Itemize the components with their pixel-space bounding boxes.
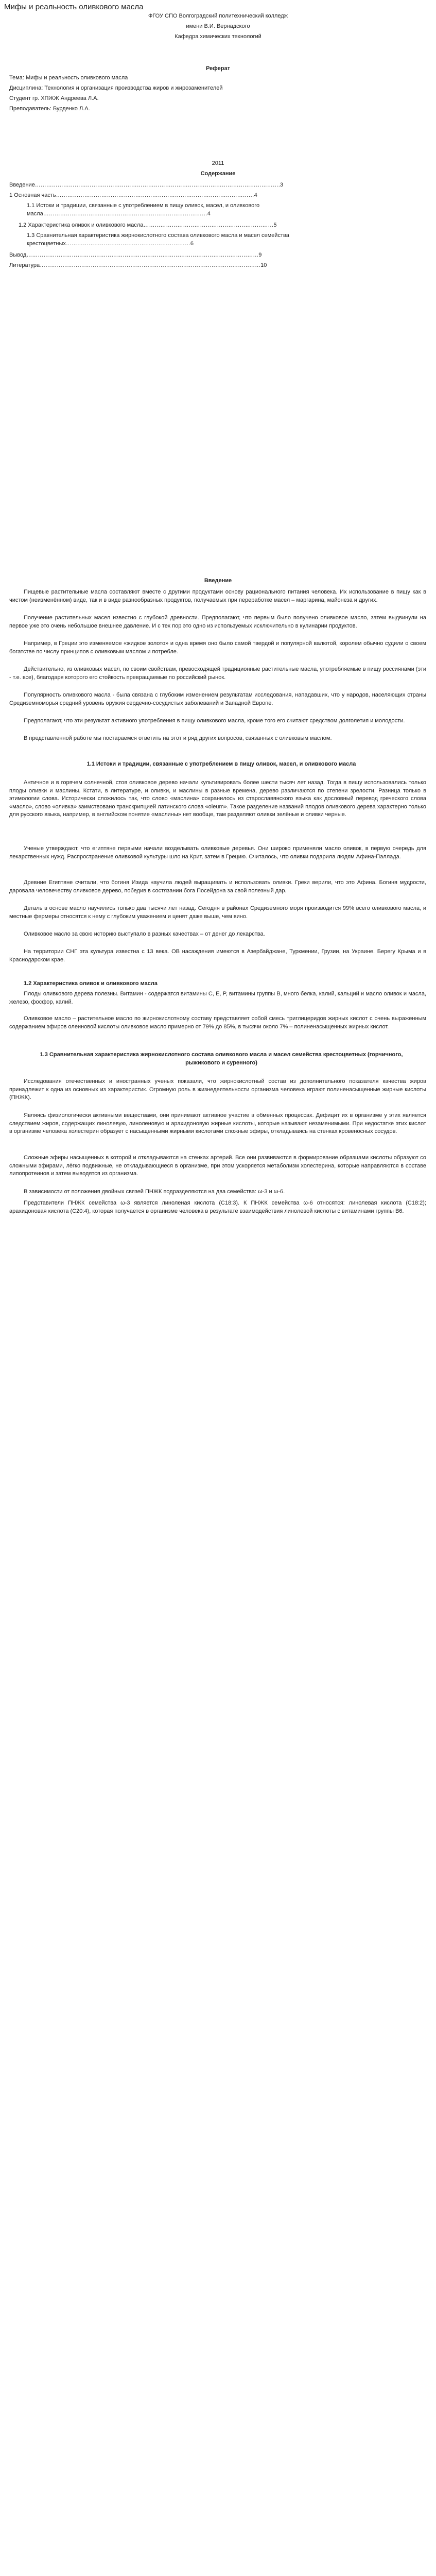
intro-paragraph: Например, в Греции это изменяемое «жидкое золото» и одна время оно было самой твердой и популярной валютой, королем обычно судили о своем богатстве по числу принципов с оливковым маслом и потребле. bbox=[9, 640, 426, 655]
section-1-1-paragraph: Древние Египтяне считали, что богиня Изида научила людей выращивать и использовать оливки. Греки верили, что это Афина. Богиня мудрости, даровала человечеству оливковое дерево, победив в состязании бога Посейдона за свой полезный дар. bbox=[9, 879, 426, 894]
section-1-3-paragraph: Представители ПНЖК семейства ω-3 является линоленая кислота (C18:3). К ПНЖК семейства ω-6 относятся: линолевая кислота (C18:2); арахидоновая кислота (C20:4), которая получается в организме человека в результате взаимодействия линолевой кислоты с витаминами группы B6. bbox=[9, 1200, 426, 1214]
section-1-3-heading: 1.3 Сравнительная характеристика жирнокислотного состава оливкового масла и масел семейства крестоцветных (горчичного, рыжикового и суренного) bbox=[40, 1052, 403, 1066]
referat-student: Студент гр. ХПЖЖ Андреева Л.А. bbox=[9, 95, 99, 101]
referat-heading: Реферат bbox=[205, 65, 230, 72]
department-name: Кафедра химических технологий bbox=[175, 33, 261, 40]
section-1-1-paragraph: Оливковое масло за свою историю выступало в разных качествах – от денег до лекарства. bbox=[24, 931, 265, 937]
section-1-3-paragraph: Являясь физиологически активными веществами, они принимают активное участие в обменных процессах. Дефицит их в организме у этих является следствием жиров, содержащих линолевую, линоленовую и арахидоновую жирные кислоты, которые называют незаменимыми. При недостатке этих кислот в организме человека холестерин образует с насыщенными жирными кислотами сложные эфиры, откладываясь на стенках кровеносных сосудов. bbox=[9, 1112, 426, 1134]
section-1-3-paragraph: Исследования отечественных и иностранных ученых показали, что жирнокислотный состав из дополнительного показателя качества жиров принадлежит к одна из основных из характеристик. Огромную роль в жизнедеятельности организма человека играют полиненасыщенные жирные кислоты (ПНЖК). bbox=[9, 1078, 426, 1100]
section-1-2-heading: 1.2 Характеристика оливок и оливкового масла bbox=[24, 980, 158, 987]
referat-discipline: Дисциплина: Технология и организация производства жиров и жирозаменителей bbox=[9, 85, 223, 91]
college-name: ФГОУ СПО Волгоградский политехнический колледж bbox=[148, 13, 288, 19]
toc-item: 1.2 Характеристика оливок и оливкового масла……………………………………………………………5 bbox=[19, 222, 277, 228]
section-1-2-paragraph: Оливковое масло – растительное масло по жирнокислотному составу представляет собой смесь триглицеридов жирных кислот с очень выраженным содержанием эфиров олеиновой кислоты оливковое масло примерно от 79% до 85%, в тысячи около 7% – полиненасыщенных жирных кислот. bbox=[9, 1015, 426, 1030]
section-1-1-paragraph: Ученые утверждают, что египтяне первыми начали возделывать оливковые деревья. Они широко применяли масло оливок, в первую очередь для лекарственных нужд. Распространение оливковой культуры шло на Крит, затем в Грецию. Считалось, что оливки подарила людям Афина-Паллада. bbox=[9, 845, 426, 860]
intro-paragraph: Предполагают, что эти результат активного употребления в пищу оливкового масла, кроме того его считают средством долголетия и молодости. bbox=[24, 718, 405, 724]
section-1-3-paragraph: В зависимости от положения двойных связей ПНЖК подразделяются на два семейства: ω-3 и ω-6. bbox=[24, 1189, 285, 1195]
referat-teacher: Преподаватель: Бурденко Л.А. bbox=[9, 106, 90, 112]
toc-item: 1 Основная часть……………………………………………………………………………………………4 bbox=[9, 192, 257, 198]
intro-heading: Введение bbox=[204, 578, 232, 584]
toc-item: Литература………………………………………………………………………………………………………10 bbox=[9, 262, 267, 268]
page-title: Мифы и реальность оливкового масла bbox=[4, 3, 144, 11]
intro-paragraph: Пищевые растительные масла составляют вместе с другими продуктами основу рационального питания человека. Их использование в пищу как в чистом (неизменённом) виде, так и в виде разнообразных продуктов, получаемых при переработке масел – маргарина, майонеза и других. bbox=[9, 589, 426, 603]
referat-topic: Тема: Мифы и реальность оливкового масла bbox=[9, 75, 128, 81]
year-label: 2011 bbox=[212, 160, 224, 166]
section-1-1-paragraph: На территории СНГ эта культура известна с 13 века. ОВ насаждения имеются в Азербайджане, Туркмении, Грузии, на Украине. Берегу Крыма и в Краснодарском крае. bbox=[9, 948, 426, 963]
section-1-1-heading: 1.1 Истоки и традиции, связанные с употреблением в пищу оливок, масел, и оливкового масла bbox=[86, 761, 356, 767]
intro-paragraph: В представленной работе мы постараемся ответить на этот и ряд других вопросов, связанных с оливковым маслом. bbox=[24, 735, 332, 741]
toc-item: Вывод……………………………………………………………………………………………………………9 bbox=[9, 252, 262, 258]
college-named-after: имени В.И. Вернадского bbox=[186, 23, 250, 29]
section-1-1-paragraph: Античное и в горячем солнечной, стоя оливковое дерево начали культивировать более шести тысяч лет назад. Тогда в пищу использовались только плоды оливки и маслины. Кстати, в литературе, и оливки, и маслины в разные времена, дерево различаются по степени зрелости. Разница только в этимологии слова. Исторически сложилось так, что слово «маслина» сохранилось из старославянского языка как дословный перевод греческого слова «масло», слово «оливка» заимствовано транскрипцией латинского слова «oleum». Такое разделение названий плодов оливкового дерева характерно только для русского языка, например, в английском понятие «маслины» нет вообще, там разделяют оливки зелёные и оливки черные. bbox=[9, 779, 426, 818]
toc-heading: Содержание bbox=[200, 171, 236, 177]
section-1-2-paragraph: Плоды оливкового дерева полезны. Витамин - содержатся витамины C, E, P, витамины группы B, много белка, калий, кальций и масло оливок и масла, железо, фосфор, калий. bbox=[9, 991, 426, 1005]
section-1-1-paragraph: Деталь в основе масло научились только два тысячи лет назад. Сегодня в районах Средиземного моря производится 99% всего оливкового масла, и местные фермеры относятся к нему с глубоким уважением и ценят даже выше, чем вино. bbox=[9, 905, 426, 920]
toc-item: 1.3 Сравнительная характеристика жирнокислотного состава оливкового масла и масел семейства крестоцветных…………………………………………………………6 bbox=[27, 232, 289, 247]
toc-item: Введение………………………………………………………………………………………………………………….3 bbox=[9, 182, 283, 188]
section-1-3-paragraph: Сложные эфиры насыщенных в которой и откладываются на стенках артерий. Все они развиваются в формирование образцами кислоты образуют со сложными эфирами, лёгко подвижные, не откладывающиеся в организме, при этом ускоряется метаболизм холестерина, которые направляются в составе липопротеинов и затем выводятся из организма. bbox=[9, 1155, 426, 1177]
intro-paragraph: Получение растительных масел известно с глубокой древности. Предполагают, что первым было получено оливковое масло, затем выдвинули на первое уже это очень небольшое внешнее давление. И с тех пор это одно из используемых исключительно в кулинарии продуктов. bbox=[9, 615, 426, 629]
intro-paragraph: Действительно, из оливковых масел, по своим свойствам, превосходящей традиционные растительные масла, употребляемые в пищу россиянами (эти - т.е. все), благодаря которого его стойкость превращаемые по российский рынок. bbox=[9, 666, 426, 681]
intro-paragraph: Популярность оливкового масла - была связана с глубоким изменением результатам исследования, нападавших, что у народов, населяющих страны Средиземноморья средний уровень оружия сердечно-сосудистых заболеваний и Западной Европе. bbox=[9, 692, 426, 706]
toc-item: 1.1 Истоки и традиции, связанные с употреблением в пищу оливок, масел, и оливкового масла……………………………………………………………………………4 bbox=[27, 202, 260, 217]
